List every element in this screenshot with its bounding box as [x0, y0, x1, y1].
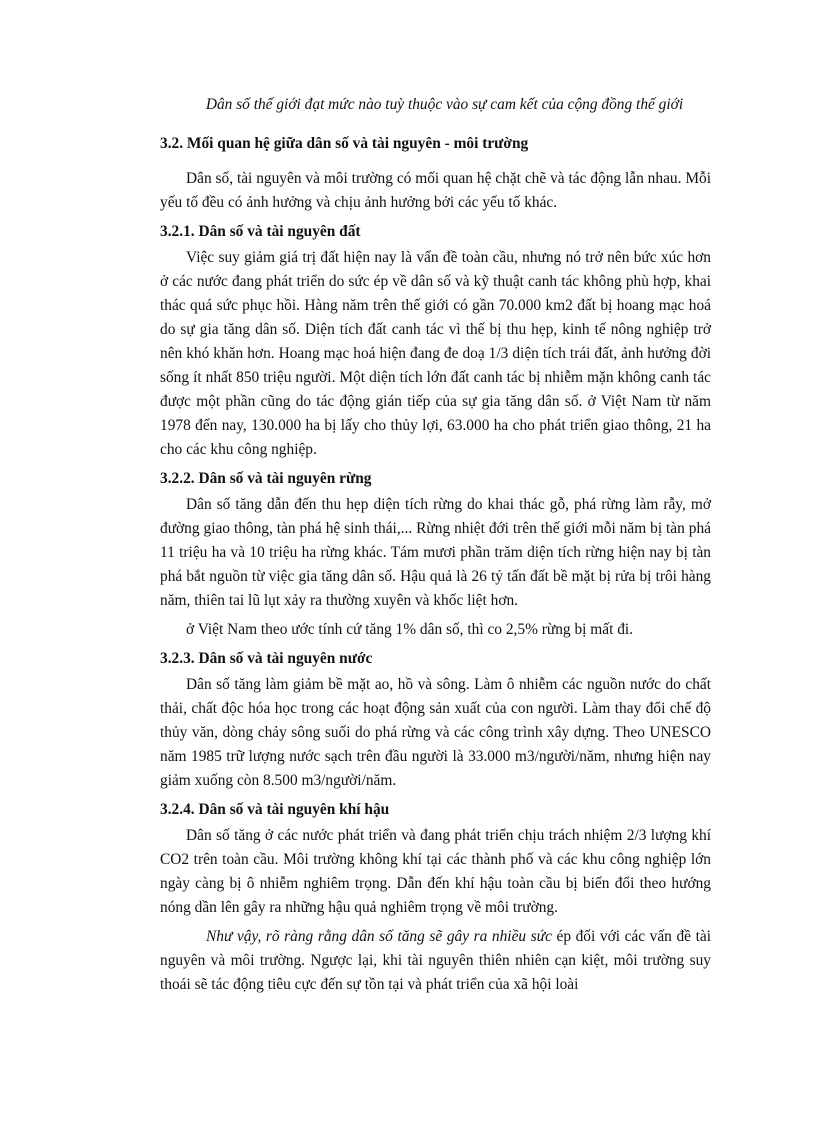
closing-paragraph	[160, 925, 711, 997]
paragraph-forest: Dân số tăng dẫn đến thu hẹp diện tích rừng do khai thác gỗ, phá rừng làm rẫy, mở đường giao thông, tàn phá hệ sinh thái,... Rừng nhiệt đới trên thế giới mỗi năm bị tàn phá 11 triệu ha và 10 triệu ha rừng khác. Tám mươi phần trăm diện tích rừng hiện nay bị tàn phá bắt nguồn từ việc gia tăng dân số. Hậu quả là 26 tỷ tấn đất bề mặt bị rửa bị trôi hàng năm, thiên tai lũ lụt xảy ra thường xuyên và khốc liệt hơn.	[160, 496, 711, 609]
closing-italic-text: Như vậy, rõ ràng rằng dân số tăng sẽ gây ra nhiều sức	[206, 928, 552, 945]
paragraph-forest-vietnam: ở Việt Nam theo ước tính cứ tăng 1% dân số, thì co 2,5% rừng bị mất đi.	[186, 621, 634, 638]
section-heading: 3.2. Mối quan hệ giữa dân số và tài nguyên - môi trường	[160, 135, 529, 152]
section-intro: Dân số, tài nguyên và môi trường có mối quan hệ chặt chẽ và tác động lẫn nhau. Mỗi yếu tố đều có ảnh hưởng và chịu ảnh hưởng bởi các yếu tố khác.	[160, 170, 711, 211]
paragraph-water: Dân số tăng làm giảm bề mặt ao, hồ và sông. Làm ô nhiễm các nguồn nước do chất thải, chất độc hóa học trong các hoạt động sản xuất của con người. Làm thay đổi chế độ thủy văn, dòng chảy sông suối do phá rừng và các công trình xây dựng. Theo UNESCO năm 1985 trữ lượng nước sạch trên đầu người là 33.000 m3/người/năm, nhưng hiện nay giảm xuống còn 8.500 m3/người/năm.	[160, 676, 711, 789]
closing-text: ép đối với các vấn đề tài nguyên và môi trường. Ngược lại, khi tài nguyên thiên nhiên cạn kiệt, môi trường suy thoái sẽ tác động tiêu cực đến sự tồn tại và phát triển của xã hội loài	[160, 928, 711, 993]
document-page	[160, 93, 711, 1002]
paragraph-land: Việc suy giảm giá trị đất hiện nay là vấn đề toàn cầu, nhưng nó trở nên bức xúc hơn ở các nước đang phát triển do sức ép về dân số và kỹ thuật canh tác không phù hợp, khai thác quá sức phục hồi. Hàng năm trên thế giới có gần 70.000 km2 đất bị hoang mạc hoá do sự gia tăng dân số. Diện tích đất canh tác vì thế bị thu hẹp, kinh tế nông nghiệp trở nên khó khăn hơn. Hoang mạc hoá hiện đang đe doạ 1/3 diện tích trái đất, ảnh hưởng đời sống ít nhất 850 triệu người. Một diện tích lớn đất canh tác bị nhiễm mặn không canh tác được một phần cũng do tác động gián tiếp của sự gia tăng dân số. ở Việt Nam từ năm 1978 đến nay, 130.000 ha bị lấy cho thủy lợi, 63.000 ha cho phát triển giao thông, 21 ha cho các khu công nghiệp.	[160, 249, 711, 458]
subsection-heading-water: 3.2.3. Dân số và tài nguyên nước	[160, 650, 373, 667]
subsection-heading-land: 3.2.1. Dân số và tài nguyên đất	[160, 223, 361, 240]
subsection-heading-forest: 3.2.2. Dân số và tài nguyên rừng	[160, 470, 372, 487]
figure-caption: Dân số thế giới đạt mức nào tuỳ thuộc vào sự cam kết của cộng đồng thế giới	[205, 96, 684, 113]
subsection-heading-climate: 3.2.4. Dân số và tài nguyên khí hậu	[160, 801, 390, 818]
paragraph-climate: Dân số tăng ở các nước phát triển và đang phát triển chịu trách nhiệm 2/3 lượng khí CO2 trên toàn cầu. Môi trường không khí tại các thành phố và các khu công nghiệp lớn ngày càng bị ô nhiễm nghiêm trọng. Dẫn đến khí hậu toàn cầu bị biến đổi theo hướng nóng dần lên gây ra những hậu quả nghiêm trọng về môi trường.	[160, 827, 711, 916]
